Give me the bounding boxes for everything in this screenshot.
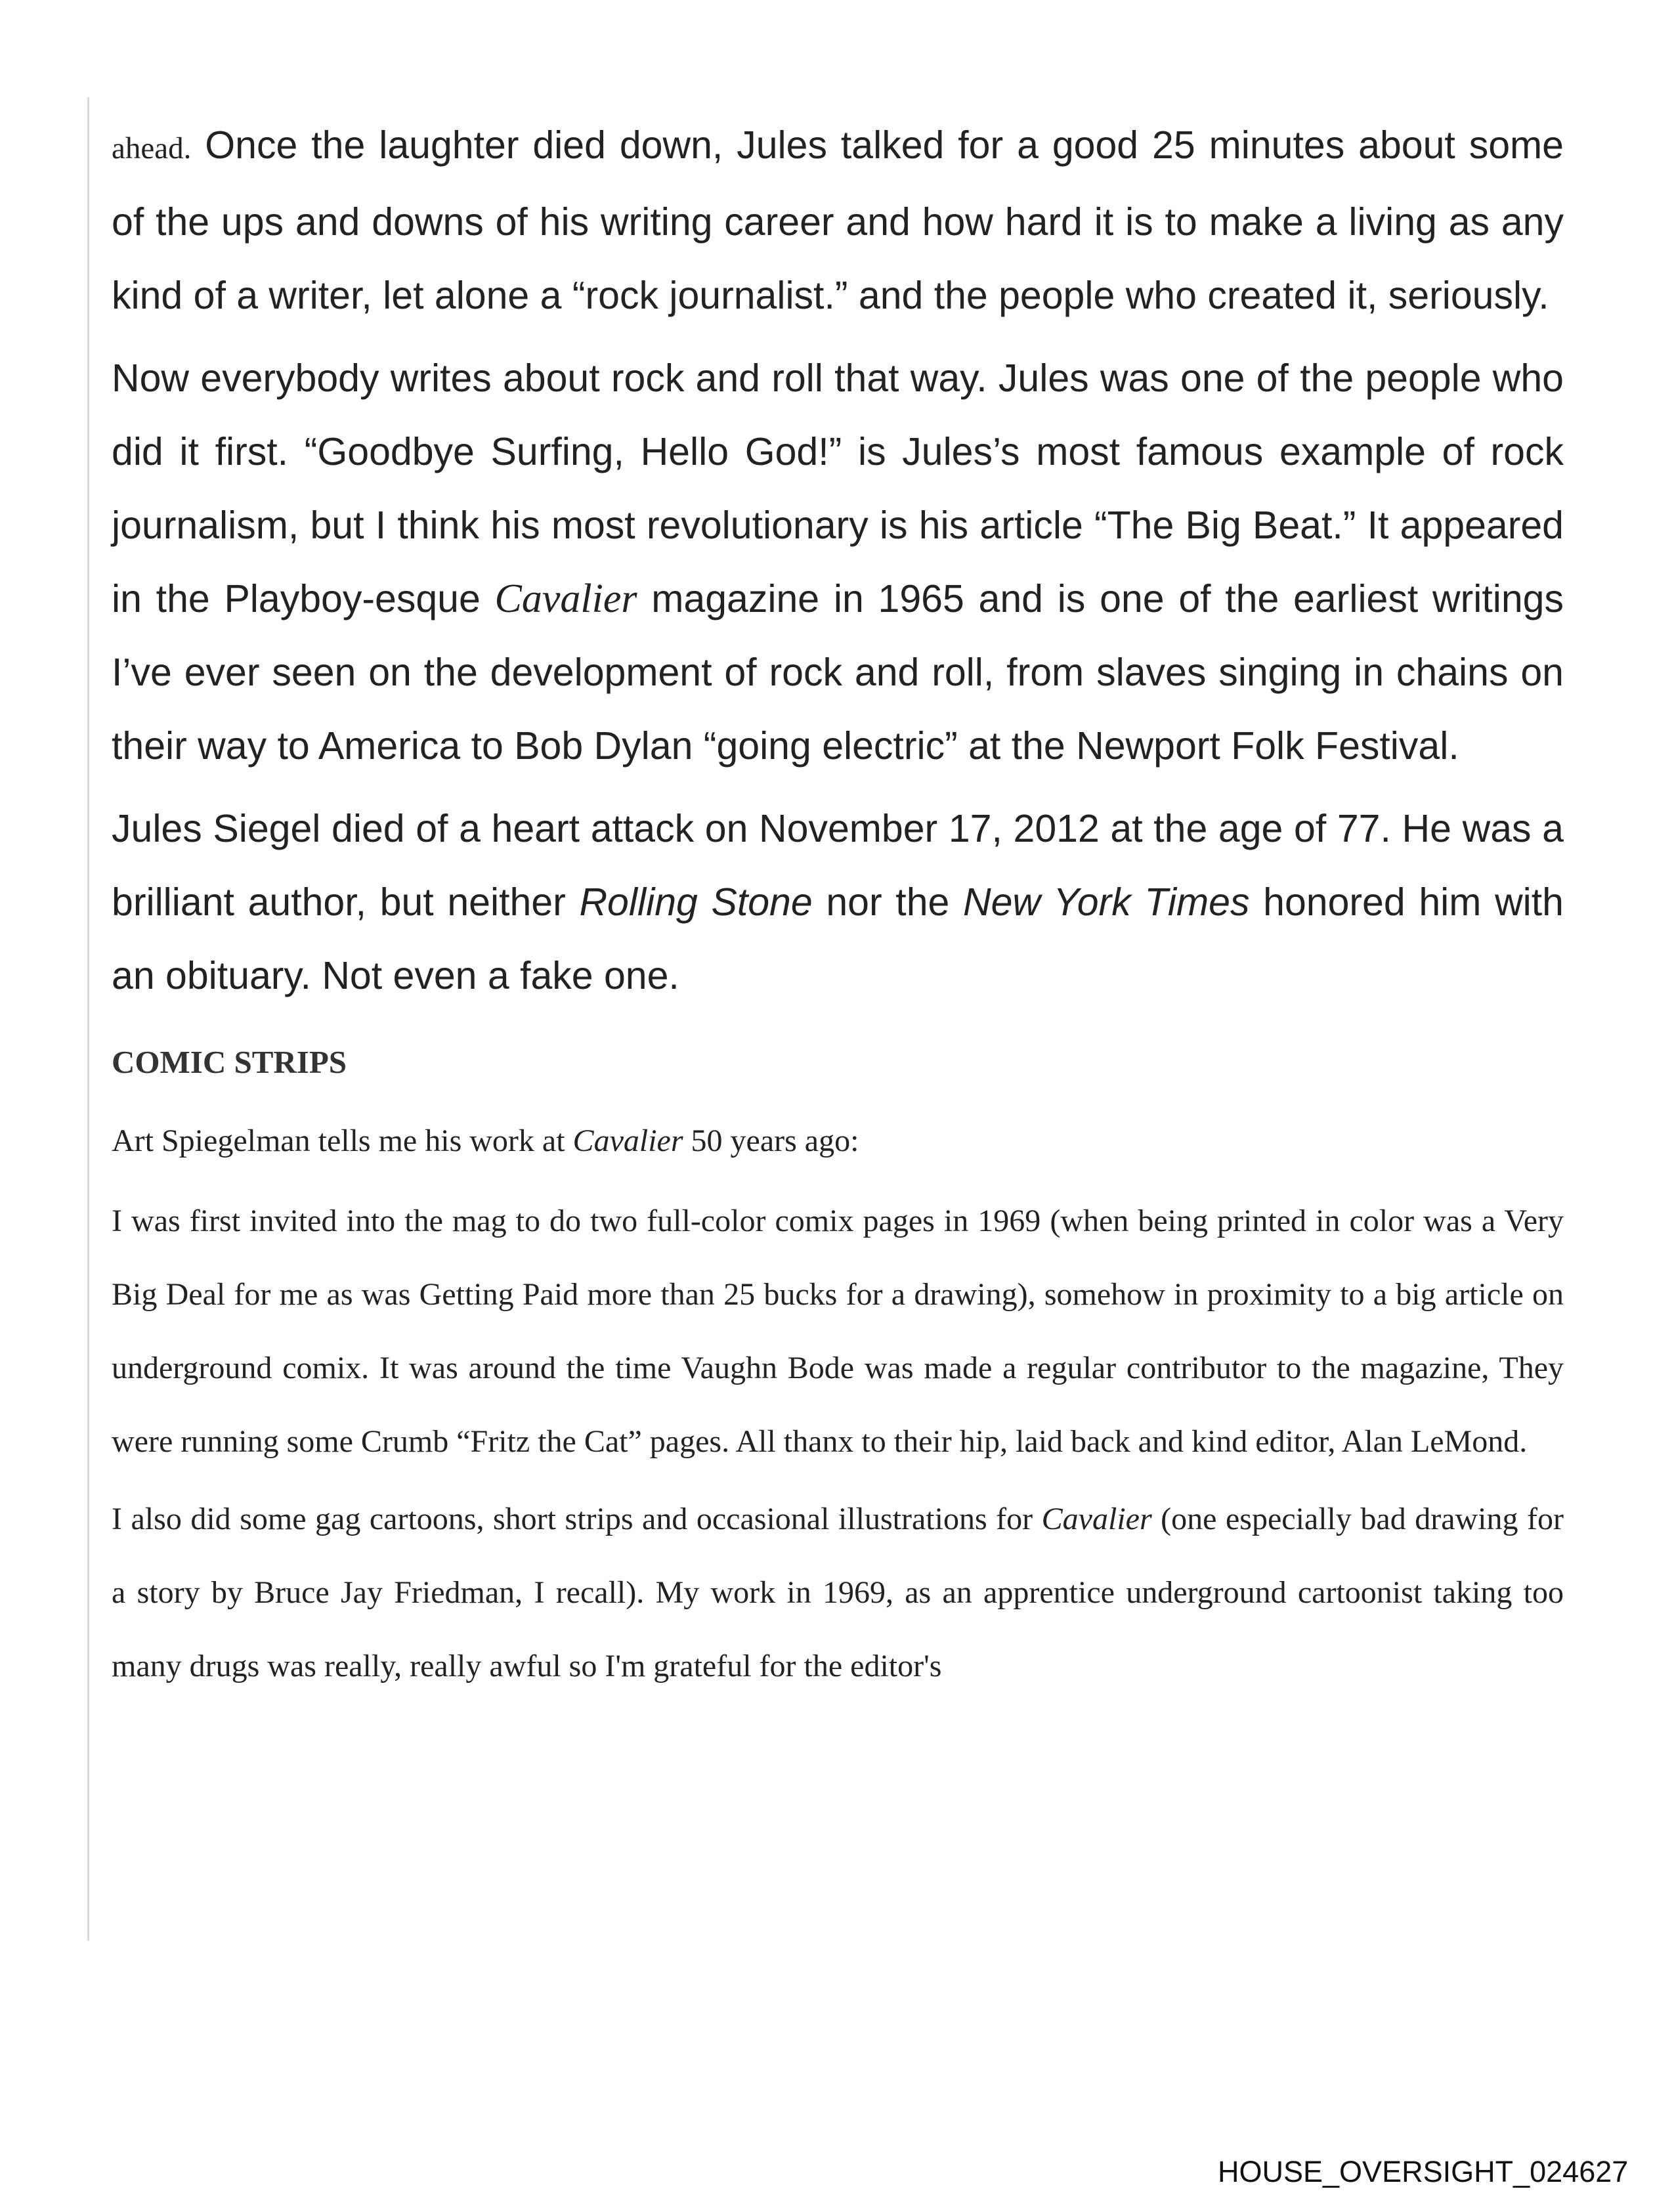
page-body — [112, 108, 1564, 1703]
magazine-title-cavalier: Cavalier — [572, 1123, 683, 1158]
publication-new-york-times: New York Times — [963, 880, 1250, 924]
document-id-footer: HOUSE_OVERSIGHT_024627 — [1218, 2155, 1629, 2188]
paragraph-text: nor the — [812, 880, 963, 924]
paragraph-rock-journalism — [112, 341, 1564, 783]
section-heading: COMIC STRIPS — [112, 1044, 347, 1080]
paragraph-text: Once the laughter died down, Jules talked for a good 25 minutes about some of the ups and downs of his writing career and how hard it is to make a living as any kind of a writer, let alone a “rock journalist.” and the people who created it, seriously. — [112, 123, 1564, 317]
magazine-title-cavalier: Cavalier — [494, 576, 637, 621]
paragraph-text: Jules Siegel died of a heart attack on November 17, 2012 at the age of 77. He was a brilliant author, but neither — [112, 807, 1564, 924]
paragraph-text: 50 years ago: — [683, 1123, 859, 1158]
paragraph-laughter — [112, 108, 1564, 332]
paragraph-text: honored him with an obituary. Not even a fake one. — [112, 880, 1564, 997]
publication-rolling-stone: Rolling Stone — [579, 880, 813, 924]
quote-paragraph-1: I was first invited into the mag to do two full-color comix pages in 1969 (when being printed in color was a Very Big Deal for me as was Getting Paid more than 25 bucks for a drawing), somehow in proximity to a big article on underground comix. It was around the time Vaughn Bode was made a regular contributor to the magazine, They were running some Crumb “Fritz the Cat” pages. All thanx to their hip, laid back and kind editor, Alan LeMond. — [112, 1204, 1564, 1459]
margin-rule — [87, 97, 89, 1941]
magazine-title-cavalier: Cavalier — [1041, 1502, 1152, 1536]
paragraph-text: Now everybody writes about rock and roll that way. Jules was one of the people who did it first. “Goodbye Surfing, Hello God!” is Jules’s most famous example of rock journalism, but I think his most revolutionary is his article “The Big Beat.” It appeared in the Playboy-esque — [112, 357, 1564, 620]
paragraph-text: (one especially bad drawing for a story by Bruce Jay Friedman, I recall). My work in 1969, as an apprentice underground cartoonist taking too many drugs was really, really awful so I'm grateful for the editor's — [112, 1502, 1564, 1683]
paragraph-text: Art Spiegelman tells me his work at — [112, 1123, 573, 1158]
intro-paragraph — [112, 1108, 1564, 1174]
paragraph-text: magazine in 1965 and is one of the earliest writings I’ve ever seen on the development of rock and roll, from slaves singing in chains on their way to America to Bob Dylan “going electric” at the Newport Folk Festival. — [112, 577, 1564, 768]
paragraph-text: I also did some gag cartoons, short strips and occasional illustrations for — [112, 1502, 1042, 1536]
paragraph-obituary — [112, 792, 1564, 1012]
quote-paragraph-2 — [112, 1483, 1564, 1703]
paragraph-lead-word: ahead. — [112, 131, 192, 165]
